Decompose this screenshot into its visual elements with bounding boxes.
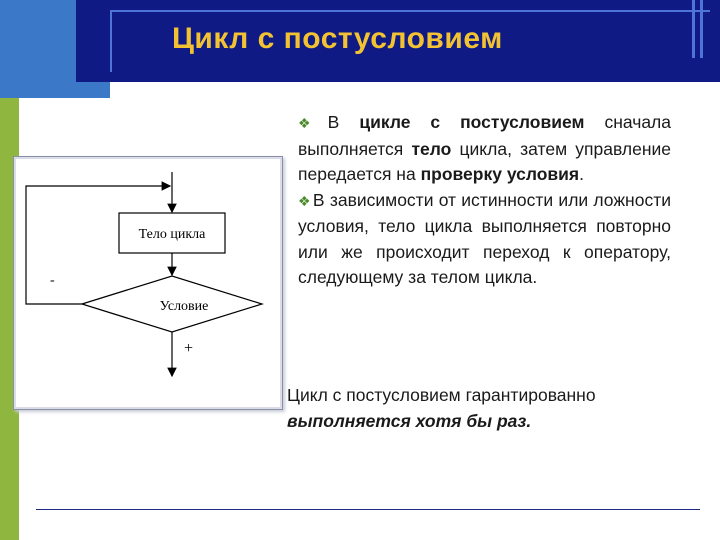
explanation-text <box>298 110 671 291</box>
paragraph-1: ❖ В цикле с постусловием сначала выполняется тело цикла, затем управление передается на проверку условия. <box>298 112 671 184</box>
diamond-bullet-icon: ❖ <box>298 115 326 131</box>
false-branch-label: - <box>50 273 55 288</box>
flowchart <box>22 166 274 380</box>
true-branch-label: + <box>184 340 194 357</box>
diamond-bullet-icon: ❖ <box>298 192 311 209</box>
conclusion-text: Цикл с постусловием гарантированно выполняется хотя бы раз. <box>287 385 596 431</box>
paragraph-2: ❖ В зависимости от истинности или ложности условия, тело цикла выполняется повторно или же происходит переход к оператору, следующему за телом цикла. <box>298 189 671 287</box>
footer-divider <box>36 509 700 510</box>
header-right-bars <box>690 0 710 58</box>
slide-title: Цикл с постусловием <box>172 22 503 55</box>
condition-label: Условие <box>159 299 209 314</box>
loop-body-label: Тело цикла <box>138 227 206 242</box>
